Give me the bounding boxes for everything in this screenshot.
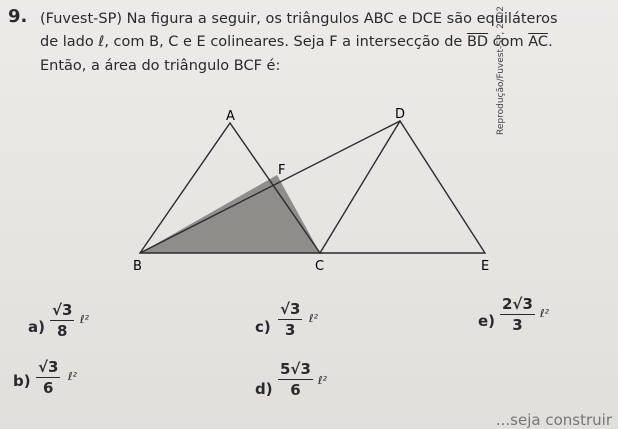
option-a-denominator: 8 xyxy=(57,322,68,340)
footer-text: ...seja construir xyxy=(495,411,612,429)
option-b-fraction xyxy=(36,358,60,397)
label-e: E xyxy=(481,259,490,274)
option-b-ell-squared: ℓ² xyxy=(68,370,77,383)
question-number: 9. xyxy=(8,6,28,27)
triangle-dce xyxy=(320,121,485,253)
segment-bd: $\overline{BD}$ xyxy=(466,34,489,50)
option-d-numerator: 5√3 xyxy=(280,360,311,378)
option-e-fraction xyxy=(500,295,535,334)
question-line-1: (Fuvest-SP) Na figura a seguir, os triângulos ABC e DCE são equiláteros xyxy=(40,11,558,27)
option-e-denominator: 3 xyxy=(512,316,523,334)
triangle-figure xyxy=(100,108,520,278)
question-line-2-with: com xyxy=(488,34,529,50)
option-a-fraction xyxy=(50,301,74,340)
question-line-2-text: de lado ℓ, com B, C e E colineares. Seja F a intersecção de xyxy=(40,34,467,50)
option-a-ell-squared: ℓ² xyxy=(80,313,89,326)
option-c-numerator: √3 xyxy=(280,300,301,318)
option-a-numerator: √3 xyxy=(52,301,73,319)
image-credit: Reprodução/Fuvest-SP, 2002 xyxy=(496,5,506,135)
question-line-3: Então, a área do triângulo BCF é: xyxy=(40,58,281,74)
segment-ac: $\overline{AC}$ xyxy=(528,34,549,50)
option-d-ell-squared: ℓ² xyxy=(318,374,327,387)
option-a-letter: a) xyxy=(28,318,45,336)
option-b-numerator: √3 xyxy=(38,358,59,376)
option-c-denominator: 3 xyxy=(285,321,296,339)
label-c: C xyxy=(315,259,325,274)
option-d-fraction xyxy=(278,360,313,399)
label-d: D xyxy=(395,108,406,122)
option-c-ell-squared: ℓ² xyxy=(309,312,318,325)
option-c-letter: c) xyxy=(255,318,271,336)
option-b-letter: b) xyxy=(13,372,31,390)
label-b: B xyxy=(133,259,142,274)
option-b-denominator: 6 xyxy=(43,379,54,397)
label-a: A xyxy=(226,109,235,124)
question-line-2-end: . xyxy=(548,34,553,50)
question-line-2 xyxy=(40,32,553,52)
label-f: F xyxy=(278,163,286,178)
option-e-letter: e) xyxy=(478,312,496,330)
option-e-ell-squared: ℓ² xyxy=(540,307,549,320)
option-e-numerator: 2√3 xyxy=(502,295,533,313)
option-c-fraction xyxy=(278,300,302,339)
option-d-letter: d) xyxy=(255,380,273,398)
option-d-denominator: 6 xyxy=(290,381,301,399)
